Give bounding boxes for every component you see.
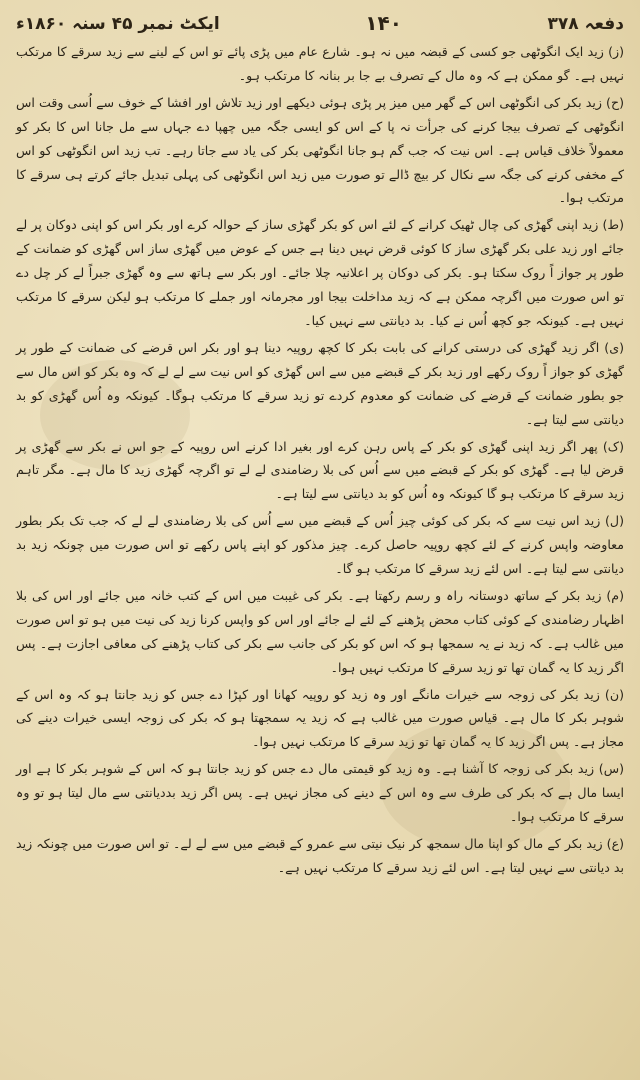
illustration-paragraph: (ی) اگر زید گھڑی کی درستی کرانے کی بابت بکر کا کچھ روپیہ دینا ہو اور بکر اس قرضے کی ضمانت کے طور پر گھڑی کو جواز اً روک رکھے اور زید بکر کے قبضے میں سے اس گھڑی کو اس نیت سے لے لے کہ وہ بکر کو اس مال سے جو بطور ضمانت کے قرضے کی ضمانت کو معدوم کردے تو زید سرقے کا مرتکب ہوگا۔ کیونکہ وہ اُس گھڑی کو بد دیانتی سے لیتا ہے۔	[16, 339, 624, 427]
page-header	[16, 6, 624, 40]
section-reference: دفعہ ۳۷۸	[547, 13, 624, 34]
illustration-paragraph: (ک) پھر اگر زید اپنی گھڑی کو بکر کے پاس رہن کرے اور بغیر ادا کرنے اس روپیہ کے جو اس نے بکر سے گھڑی پر قرض لیا ہے۔ گھڑی کو بکر کے قبضے میں سے اُس کی بلا رضامندی لے لے تو اگرچہ گھڑی زید کا مال ہے۔ مگر تاہم زید سرقے کا مرتکب ہو گا کیونکہ وہ اُس کو بد دیانتی سے لیتا ہے۔	[16, 438, 624, 502]
act-reference: ایکٹ نمبر ۴۵ سنہ ۱۸۶۰ء	[16, 13, 220, 34]
paper-stain	[40, 360, 190, 470]
illustration-paragraph: (ع) زید بکر کے مال کو اپنا مال سمجھ کر نیک نیتی سے عمرو کے قبضے میں سے لے لے۔ تو اس صورت میں چونکہ زید بد دیانتی سے نہیں لیتا ہے۔ اس لئے زید سرقے کا مرتکب نہیں ہے۔	[16, 836, 624, 875]
illustration-paragraph: (ن) زید بکر کی زوجہ سے خیرات مانگے اور وہ زید کو روپیہ کھانا اور کپڑا دے جس کو زید جانتا ہو کہ وہ اس کے شوہر بکر کا مال ہے۔ قیاس صورت میں غالب ہے کہ زید یہ سمجھتا ہو کہ بکر کی زوجہ ایسی خیرات دینے کی مجاز ہے۔ پس اگر زید کا یہ گمان تھا تو زید سرقے کا مرتکب نہیں ہوا۔	[16, 686, 624, 750]
illustration-paragraph: (س) زید بکر کی زوجہ کا آشنا ہے۔ وہ زید کو قیمتی مال دے جس کو زید جانتا ہو کہ اس کے شوہر بکر کا ہے اور ایسا مال ہے کہ بکر کی طرف سے وہ اس کے دینے کی مجاز نہیں ہے۔ پس اگر زید بددیانتی سے مال لیتا ہو تو وہ سرقے کا مرتکب ہوا۔	[16, 761, 624, 825]
illustration-paragraph: (م) زید بکر کے ساتھ دوستانہ راہ و رسم رکھتا ہے۔ بکر کی غیبت میں اس کے کتب خانہ میں جائے اور اس کی بلا اظہار رضامندی کے کوئی کتاب محض پڑھنے کے لئے لے جائے اور اس کو واپس کرنا زید کی نیت میں ہو تو اس صورت میں غالب ہے۔ کہ زید نے یہ سمجھا ہو کہ اس کو بکر کی جانب سے بکر کی کتاب پڑھنے کی معافی اجازت ہے۔ پس اگر زید کا یہ گمان تھا تو زید سرقے کا مرتکب نہیں ہوا۔	[16, 587, 624, 675]
illustration-paragraph: (ل) زید اس نیت سے کہ بکر کی کوئی چیز اُس کے قبضے میں سے اُس کی بلا رضامندی لے لے کہ جب تک بکر بطور معاوضہ واپس کرنے کے لئے کچھ روپیہ حاصل کرے۔ چیز مذکور کو اپنے پاس رکھے تو اس صورت میں چونکہ زید بد دیانتی سے لیتا ہے۔ اس لئے زید سرقے کا مرتکب ہو گا۔	[16, 513, 624, 577]
illustration-paragraph: (ح) زید بکر کی انگوٹھی اس کے گھر میں میز پر پڑی ہوئی دیکھے اور زید تلاش اور افشا کے خوف سے اُسی وقت اس انگوٹھی کے تصرف بیجا کرنے کی جرأت نہ پا کے اس کو ایسی جگہ میں چھپا دے جہاں سے مل جانا اس کا بکر کو معمولاً خلاف قیاس ہے۔ اس نیت کہ جب گم ہو جانا انگوٹھی بکر کی یاد سے جاتا رہے۔ تب زید اس انگوٹھی کو اس کے مخفی کرنے کی جگہ سے نکال کر بیچ ڈالے تو صورت میں زید اس انگوٹھی کی پہلی تبدیل جائے کرتے ہی سرقے کا مرتکب ہوا۔	[16, 94, 624, 206]
illustration-paragraph: (ز) زید ایک انگوٹھی جو کسی کے قبضہ میں نہ ہو۔ شارع عام میں پڑی پائے تو اس کے لینے سے زید سرقے کا مرتکب نہیں ہے۔ گو ممکن ہے کہ وہ مال کے تصرف بے جا بر بنانہ کا مرتکب ہو۔	[16, 44, 624, 83]
illustration-paragraph: (ط) زید اپنی گھڑی کی چال ٹھیک کرانے کے لئے اس کو بکر گھڑی ساز کے حوالہ کرے اور بکر اس کو اپنی دوکان پر لے جائے اور زید علی بکر گھڑی ساز کا کوئی قرض نہیں دینا ہے جس کے عوض میں گھڑی ساز اس گھڑی کو ضمانت کے طور پر جواز اً روک سکتا ہو۔ بکر کی دوکان پر اعلانیہ چلا جائے۔ اور بکر سے ہاتھ سے وہ گھڑی جبراً لے کر چل دے تو اس صورت میں اگرچہ ممکن ہے کہ زید مداخلت بیجا اور مجرمانہ اور جملے کا مرتکب ہو لیکن سرقے کا مرتکب نہیں ہے۔ کیونکہ جو کچھ اُس نے کیا۔ بد دیانتی سے نہیں کیا۔	[16, 217, 624, 328]
page-number: ١۴٠	[365, 11, 402, 35]
paper-stain	[380, 720, 570, 850]
